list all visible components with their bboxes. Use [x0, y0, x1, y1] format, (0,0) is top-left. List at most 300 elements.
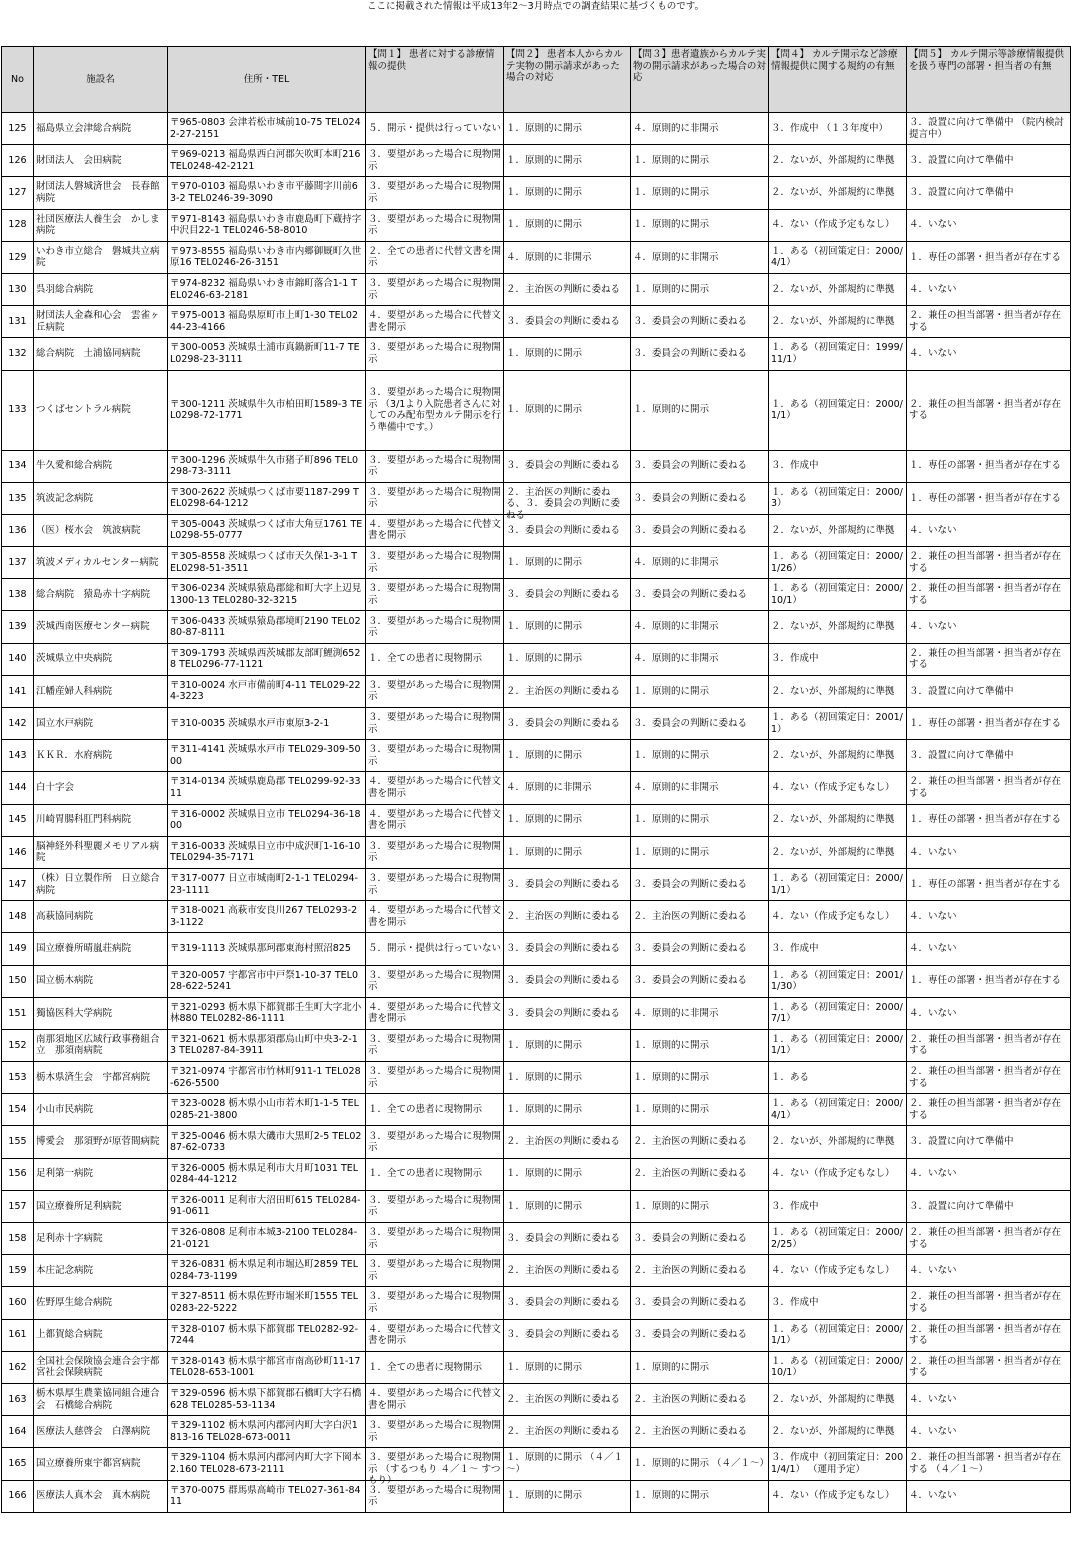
- table-row: [2, 177, 1071, 209]
- cell-q1-text: １．全ての患者に現物開示: [368, 1361, 483, 1373]
- cell-no-text: 154: [8, 1104, 27, 1116]
- cell-q5: [907, 836, 1071, 868]
- cell-no: [2, 997, 34, 1029]
- cell-facility-name: [34, 708, 168, 740]
- cell-facility-name: [34, 1319, 168, 1351]
- cell-q1: [366, 1383, 504, 1415]
- cell-q3-text: ３．委員会の判断に委ねる: [633, 878, 748, 890]
- cell-address-tel-text: 〒300-1296 茨城県牛久市猪子町896 TEL0298-73-3111: [170, 454, 359, 478]
- cell-address-tel: [168, 1448, 366, 1480]
- cell-q4: [769, 836, 907, 868]
- cell-q4-text: １．ある（初回策定日：2000/10/1）: [771, 583, 903, 606]
- cell-q5: [907, 579, 1071, 611]
- cell-no: [2, 547, 34, 579]
- table-row: [2, 1480, 1071, 1512]
- cell-address-tel-text: 〒316-0033 茨城県日立市中成沢町1-16-10 TEL0294-35-7171: [170, 840, 361, 864]
- header-address-tel: 住所・TEL: [168, 47, 366, 113]
- cell-address-tel: [168, 450, 366, 482]
- cell-q4-text: １．ある（初回策定日：2000/1/1）: [771, 398, 903, 421]
- cell-q1-text: ４．要望があった場合に代替文書を開示: [368, 776, 501, 799]
- cell-q2-text: ２．主治医の判断に委ねる: [506, 910, 621, 922]
- cell-no: [2, 1448, 34, 1480]
- cell-facility-name: [34, 1029, 168, 1061]
- cell-q4: [769, 1448, 907, 1480]
- cell-facility-name: [34, 1448, 168, 1480]
- cell-facility-name: [34, 1223, 168, 1255]
- table-row: [2, 1255, 1071, 1287]
- cell-no-text: 165: [8, 1458, 27, 1470]
- cell-address-tel: [168, 241, 366, 273]
- cell-q4-text: ４．ない（作成予定もなし）: [771, 1490, 895, 1502]
- cell-q2-text: １．原則的に開示: [506, 1168, 583, 1180]
- cell-q2-text: １．原則的に開示: [506, 846, 583, 858]
- cell-facility-name: [34, 675, 168, 707]
- cell-q4: [769, 1255, 907, 1287]
- cell-address-tel: [168, 113, 366, 145]
- cell-q4-text: １．ある（初回策定日：2000/1/1）: [771, 1033, 903, 1057]
- cell-q3: [631, 1416, 769, 1448]
- cell-q3: [631, 338, 769, 370]
- cell-q2-text: ２．主治医の判断に委ねる、３．委員会の判断に委ねる: [506, 486, 621, 521]
- cell-q4: [769, 1223, 907, 1255]
- cell-q4-text: １．ある（初回策定日：2000/1/26）: [771, 551, 903, 574]
- cell-no-text: 138: [8, 589, 27, 601]
- cell-q3: [631, 1094, 769, 1126]
- cell-address-tel-text: 〒326-0011 足利市大沼田町615 TEL0284-91-0611: [170, 1194, 361, 1218]
- cell-q3-text: ３．委員会の判断に委ねる: [633, 975, 748, 987]
- cell-q3-text: ２．主治医の判断に委ねる: [633, 1168, 748, 1180]
- cell-q5: [907, 611, 1071, 643]
- cell-q2-text: ３．委員会の判断に委ねる: [506, 460, 621, 472]
- cell-q4: [769, 113, 907, 145]
- cell-address-tel: [168, 997, 366, 1029]
- cell-q4: [769, 177, 907, 209]
- cell-q2: [504, 868, 631, 900]
- cell-facility-name: [34, 1190, 168, 1222]
- cell-facility-name: [34, 1480, 168, 1512]
- cell-q1-text: ３．要望があった場合に現物開示: [368, 969, 501, 993]
- cell-facility-name-text: いわき市立総合 磐城共立病院: [36, 245, 160, 269]
- cell-address-tel: [168, 547, 366, 579]
- cell-q5: [907, 868, 1071, 900]
- cell-address-tel: [168, 1126, 366, 1158]
- cell-q5-text: ３．設置に向けて準備中: [909, 187, 1014, 199]
- cell-q3: [631, 1319, 769, 1351]
- cell-q3-text: １．原則的に開示: [633, 1490, 710, 1502]
- cell-q4-text: ２．ないが、外部規約に準拠: [771, 621, 895, 633]
- cell-q5-text: ２．兼任の担当部署・担当者が存在する: [909, 1227, 1062, 1250]
- cell-q4-text: １．ある（初回策定日：2000/4/1）: [771, 245, 903, 269]
- cell-address-tel: [168, 1287, 366, 1319]
- cell-q2: [504, 1158, 631, 1190]
- cell-q3-text: ２．主治医の判断に委ねる: [633, 910, 748, 922]
- table-row: [2, 1351, 1071, 1383]
- cell-q1: [366, 1448, 504, 1487]
- cell-facility-name-text: 足利赤十字病院: [36, 1232, 103, 1244]
- cell-facility-name-text: 筑波記念病院: [36, 492, 94, 504]
- cell-facility-name-text: 佐野厚生総合病院: [36, 1297, 113, 1309]
- cell-q3: [631, 1190, 769, 1222]
- cell-q2: [504, 1287, 631, 1319]
- header-q1: 【問１】 患者に対する診療情報の提供: [366, 47, 504, 113]
- cell-q4: [769, 450, 907, 482]
- cell-q5-text: １．専任の部署・担当者が存在する: [909, 251, 1062, 263]
- cell-q4: [769, 209, 907, 241]
- cell-address-tel: [168, 1383, 366, 1415]
- cell-no-text: 146: [8, 846, 27, 858]
- cell-q3-text: ２．主治医の判断に委ねる: [633, 1393, 748, 1405]
- cell-address-tel-text: 〒329-1102 栃木県河内郡河内町大字白沢1813-16 TEL028-673-0011: [170, 1420, 358, 1443]
- cell-address-tel-text: 〒316-0002 茨城県日立市 TEL0294-36-1800: [170, 808, 361, 832]
- cell-q1: [366, 338, 504, 370]
- cell-facility-name: [34, 901, 168, 933]
- cell-no-text: 160: [8, 1297, 27, 1309]
- cell-no: [2, 209, 34, 241]
- cell-q5-text: １．専任の部署・担当者が存在する: [909, 460, 1062, 472]
- table-row: [2, 113, 1071, 145]
- cell-q2: [504, 772, 631, 804]
- cell-q3-text: ３．委員会の判断に委ねる: [633, 492, 748, 504]
- cell-q2-text: １．原則的に開示: [506, 404, 583, 416]
- cell-q5-text: １．専任の部署・担当者が存在する: [909, 878, 1062, 890]
- cell-q3-text: ４．原則的に非開示: [633, 621, 719, 633]
- cell-q1: [366, 482, 504, 514]
- cell-address-tel: [168, 965, 366, 997]
- cell-q3-text: ３．委員会の判断に委ねる: [633, 1232, 748, 1244]
- cell-q4: [769, 643, 907, 675]
- cell-q3: [631, 804, 769, 836]
- cell-no-text: 147: [8, 878, 27, 890]
- cell-address-tel: [168, 933, 366, 965]
- cell-q1: [366, 1126, 504, 1158]
- cell-address-tel-text: 〒314-0134 茨城県鹿島郡 TEL0299-92-3311: [170, 776, 361, 799]
- table-row: [2, 868, 1071, 900]
- cell-q1-text: ３．要望があった場合に現物開示: [368, 1227, 501, 1250]
- cell-q3: [631, 868, 769, 900]
- survey-note: ここに掲載された情報は平成13年2～3月時点での調査結果に基づくものです。: [367, 1, 704, 12]
- cell-q5: [907, 273, 1071, 305]
- cell-facility-name: [34, 547, 168, 579]
- cell-address-tel: [168, 740, 366, 772]
- cell-q4-text: ３．作成中（初回策定日：2001/4/1） （運用予定）: [771, 1452, 904, 1475]
- cell-q4: [769, 1383, 907, 1415]
- cell-q5-text: １．専任の部署・担当者が存在する: [909, 975, 1062, 987]
- cell-q3-text: ２．主治医の判断に委ねる: [633, 1136, 748, 1148]
- cell-no: [2, 1190, 34, 1222]
- cell-facility-name-text: 江幡産婦人科病院: [36, 685, 113, 697]
- cell-facility-name: [34, 1351, 168, 1383]
- cell-facility-name: [34, 804, 168, 836]
- cell-q4-text: ２．ないが、外部規約に準拠: [771, 187, 895, 199]
- cell-no: [2, 1029, 34, 1061]
- cell-no-text: 141: [8, 685, 27, 697]
- cell-address-tel-text: 〒310-0035 茨城県水戸市東原3-2-1: [170, 717, 330, 729]
- cell-q1-text: ４．要望があった場合に代替文書を開示: [368, 518, 501, 542]
- cell-q4: [769, 514, 907, 546]
- cell-q5-text: ４．いない: [909, 524, 957, 536]
- cell-q1: [366, 1416, 504, 1448]
- cell-q2: [504, 450, 631, 482]
- cell-q5-text: ２．兼任の担当部署・担当者が存在する: [909, 398, 1062, 421]
- cell-q4: [769, 1351, 907, 1383]
- cell-no-text: 143: [8, 750, 27, 762]
- cell-q4-text: ２．ないが、外部規約に準拠: [771, 1425, 895, 1437]
- cell-q4-text: １．ある（初回策定日：2001/1/30）: [771, 969, 903, 993]
- cell-q2-text: ３．委員会の判断に委ねる: [506, 1232, 621, 1244]
- cell-q2: [504, 611, 631, 643]
- cell-address-tel: [168, 1062, 366, 1094]
- cell-no: [2, 177, 34, 209]
- cell-facility-name-text: 筑波メディカルセンター病院: [36, 556, 159, 568]
- table-row: [2, 1319, 1071, 1351]
- cell-address-tel: [168, 1480, 366, 1512]
- cell-q3-text: １．原則的に開示 （４／１～）: [633, 1458, 770, 1470]
- cell-q1: [366, 997, 504, 1029]
- cell-q4-text: ２．ないが、外部規約に準拠: [771, 1136, 895, 1148]
- cell-facility-name-text: 国立療養所晴嵐荘病院: [36, 943, 132, 955]
- cell-address-tel-text: 〒306-0234 茨城県猿島郡総和町大字上辺見1300-13 TEL0280-32-3215: [170, 583, 362, 606]
- cell-q1-text: ３．要望があった場合に現物開示: [368, 1066, 501, 1089]
- cell-q5-text: ３．設置に向けて準備中: [909, 155, 1014, 167]
- cell-q1-text: ３．要望があった場合に現物開示: [368, 486, 501, 510]
- cell-address-tel: [168, 1029, 366, 1061]
- cell-q3: [631, 547, 769, 579]
- cell-q2-text: ３．委員会の判断に委ねる: [506, 878, 621, 890]
- cell-facility-name: [34, 273, 168, 305]
- cell-q5-text: ４．いない: [909, 1265, 957, 1277]
- cell-q5-text: ４．いない: [909, 846, 957, 858]
- cell-q3-text: ３．委員会の判断に委ねる: [633, 315, 748, 327]
- cell-q3: [631, 1448, 769, 1480]
- cell-no-text: 161: [8, 1329, 27, 1341]
- cell-q3-text: ３．委員会の判断に委ねる: [633, 460, 748, 472]
- cell-q3: [631, 1255, 769, 1287]
- cell-q1: [366, 836, 504, 868]
- cell-q2-text: ３．委員会の判断に委ねる: [506, 1297, 621, 1309]
- cell-q1: [366, 643, 504, 675]
- cell-q5-text: ３．設置に向けて準備中: [909, 1200, 1014, 1212]
- cell-q2: [504, 177, 631, 209]
- cell-q4: [769, 338, 907, 370]
- cell-q1-text: １．全ての患者に現物開示: [368, 653, 483, 665]
- cell-q2-text: １．原則的に開示: [506, 1490, 583, 1502]
- cell-no-text: 162: [8, 1361, 27, 1373]
- cell-q4: [769, 868, 907, 900]
- cell-q5: [907, 997, 1071, 1029]
- cell-q5: [907, 1255, 1071, 1287]
- cell-q1: [366, 306, 504, 338]
- cell-q2: [504, 273, 631, 305]
- cell-q1-text: ３．要望があった場合に現物開示: [368, 1194, 501, 1218]
- cell-address-tel-text: 〒300-0053 茨城県土浦市真鍋新町11-7 TEL0298-23-3111: [170, 342, 360, 365]
- cell-q4: [769, 965, 907, 997]
- cell-q4: [769, 611, 907, 643]
- cell-q3-text: １．原則的に開示: [633, 155, 710, 167]
- cell-q5: [907, 547, 1071, 579]
- cell-address-tel: [168, 514, 366, 546]
- cell-no-text: 156: [8, 1168, 27, 1180]
- cell-address-tel: [168, 643, 366, 675]
- cell-q4-text: ３．作成中: [771, 1297, 819, 1309]
- cell-no-text: 148: [8, 910, 27, 922]
- cell-q2-text: １．原則的に開示: [506, 155, 583, 167]
- cell-q2-text: ３．委員会の判断に委ねる: [506, 975, 621, 987]
- cell-no-text: 152: [8, 1039, 27, 1051]
- cell-q4: [769, 1062, 907, 1094]
- cell-q1: [366, 514, 504, 546]
- cell-no-text: 155: [8, 1136, 27, 1148]
- cell-q2-text: １．原則的に開示: [506, 1200, 583, 1212]
- header-facility-name: 施設名: [34, 47, 168, 113]
- cell-q2-text: ２．主治医の判断に委ねる: [506, 685, 621, 697]
- cell-no-text: 136: [8, 524, 27, 536]
- cell-q3: [631, 901, 769, 933]
- table-row: [2, 370, 1071, 450]
- cell-no-text: 151: [8, 1007, 27, 1019]
- table-row: [2, 1287, 1071, 1319]
- table-row: [2, 772, 1071, 804]
- cell-q2: [504, 997, 631, 1029]
- cell-address-tel: [168, 1190, 366, 1222]
- table-row: [2, 965, 1071, 997]
- cell-q5-text: ４．いない: [909, 1393, 957, 1405]
- cell-address-tel-text: 〒970-0103 福島県いわき市平藤間字川前63-2 TEL0246-39-3090: [170, 181, 358, 204]
- cell-q2-text: ２．主治医の判断に委ねる: [506, 283, 621, 295]
- cell-q2: [504, 579, 631, 611]
- cell-address-tel: [168, 1351, 366, 1383]
- cell-address-tel-text: 〒320-0057 宇都宮市中戸祭1-10-37 TEL028-622-5241: [170, 969, 358, 993]
- cell-q1-text: ３．要望があった場合に現物開示: [368, 744, 501, 767]
- table-row: [2, 241, 1071, 273]
- cell-q2: [504, 1319, 631, 1351]
- cell-q4: [769, 804, 907, 836]
- cell-facility-name-text: 国立療養所東宇都宮病院: [36, 1458, 141, 1470]
- header-q2: 【問２】 患者本人からカルテ実物の開示請求があった場合の対応: [504, 47, 631, 113]
- cell-q3-text: ３．委員会の判断に委ねる: [633, 589, 748, 601]
- cell-q4: [769, 1126, 907, 1158]
- cell-q2: [504, 965, 631, 997]
- cell-q2: [504, 370, 631, 450]
- cell-address-tel-text: 〒311-4141 茨城県水戸市 TEL029-309-5000: [170, 744, 361, 767]
- cell-q5: [907, 209, 1071, 241]
- cell-q2-text: ２．主治医の判断に委ねる: [506, 1425, 621, 1437]
- cell-q1-text: ４．要望があった場合に代替文書を開示: [368, 310, 501, 333]
- cell-q4: [769, 933, 907, 965]
- cell-q2: [504, 145, 631, 177]
- cell-q2-text: ２．主治医の判断に委ねる: [506, 1136, 621, 1148]
- cell-q3-text: ２．主治医の判断に委ねる: [633, 1265, 748, 1277]
- cell-no: [2, 338, 34, 370]
- table-row: [2, 547, 1071, 579]
- cell-address-tel-text: 〒328-0107 栃木県下都賀郡 TEL0282-92-7244: [170, 1323, 358, 1347]
- cell-q4-text: ２．ないが、外部規約に準拠: [771, 155, 895, 167]
- cell-q3: [631, 209, 769, 241]
- cell-no-text: 163: [8, 1393, 27, 1405]
- cell-facility-name: [34, 933, 168, 965]
- cell-q1: [366, 1094, 504, 1126]
- cell-q3: [631, 611, 769, 643]
- cell-q3: [631, 482, 769, 514]
- cell-q5: [907, 1223, 1071, 1255]
- cell-q3: [631, 370, 769, 450]
- cell-q3: [631, 113, 769, 145]
- cell-address-tel-text: 〒329-0596 栃木県下都賀郡石橋町大字石橋628 TEL0285-53-1134: [170, 1388, 362, 1411]
- cell-q5: [907, 1351, 1071, 1383]
- cell-q5: [907, 643, 1071, 675]
- cell-q3: [631, 1029, 769, 1061]
- table-body: [2, 113, 1071, 1513]
- cell-q5: [907, 338, 1071, 370]
- cell-q5-text: ３．設置に向けて準備中: [909, 750, 1014, 762]
- cell-q5-text: ４．いない: [909, 621, 957, 633]
- cell-facility-name: [34, 965, 168, 997]
- cell-q3: [631, 772, 769, 804]
- cell-no: [2, 1319, 34, 1351]
- cell-facility-name-text: （医）桜水会 筑波病院: [36, 524, 141, 536]
- cell-q4: [769, 579, 907, 611]
- cell-q2: [504, 1448, 631, 1480]
- cell-q3-text: ３．委員会の判断に委ねる: [633, 1297, 748, 1309]
- cell-facility-name-text: 牛久愛和総合病院: [36, 460, 113, 472]
- cell-facility-name-text: 医療法人慈啓会 白澤病院: [36, 1425, 151, 1437]
- cell-facility-name-text: 福島県立会津総合病院: [36, 122, 132, 134]
- cell-q3-text: １．原則的に開示: [633, 814, 710, 826]
- cell-q4-text: ２．ないが、外部規約に準拠: [771, 1393, 895, 1405]
- cell-address-tel-text: 〒326-0808 足利市本城3-2100 TEL0284-21-0121: [170, 1227, 358, 1250]
- cell-q1-text: ３．要望があった場合に現物開示: [368, 1130, 501, 1154]
- cell-facility-name: [34, 338, 168, 370]
- cell-q5: [907, 1287, 1071, 1319]
- table-row: [2, 1062, 1071, 1094]
- cell-q2-text: ３．委員会の判断に委ねる: [506, 1329, 621, 1341]
- cell-q5-text: ２．兼任の担当部署・担当者が存在する: [909, 776, 1062, 799]
- table-row: [2, 1094, 1071, 1126]
- cell-q2-text: ３．委員会の判断に委ねる: [506, 943, 621, 955]
- cell-facility-name: [34, 1287, 168, 1319]
- cell-address-tel-text: 〒327-8511 栃木県佐野市堀米町1555 TEL0283-22-5222: [170, 1291, 359, 1314]
- cell-address-tel: [168, 145, 366, 177]
- cell-q4-text: ３．作成中 （１３年度中）: [771, 122, 889, 134]
- cell-q1-text: ３．要望があった場合に現物開示: [368, 278, 501, 301]
- cell-address-tel-text: 〒317-0077 日立市城南町2-1-1 TEL0294-23-1111: [170, 873, 358, 896]
- cell-facility-name-text: 茨城西南医療センター病院: [36, 621, 150, 633]
- cell-no-text: 158: [8, 1232, 27, 1244]
- cell-q5: [907, 113, 1071, 145]
- cell-no: [2, 804, 34, 836]
- cell-facility-name-text: 全国社会保険協会連合会宇都宮社会保険病院: [36, 1355, 160, 1379]
- cell-facility-name-text: 国立栃木病院: [36, 975, 94, 987]
- cell-address-tel: [168, 1255, 366, 1287]
- cell-q1: [366, 370, 504, 450]
- cell-facility-name: [34, 1062, 168, 1094]
- cell-facility-name: [34, 177, 168, 209]
- cell-q5: [907, 675, 1071, 707]
- cell-q4-text: １．ある: [771, 1071, 810, 1083]
- cell-q4-text: ３．作成中: [771, 1200, 819, 1212]
- cell-q5-text: ２．兼任の担当部署・担当者が存在する （４／１～）: [909, 1452, 1062, 1475]
- cell-facility-name: [34, 370, 168, 450]
- cell-q2: [504, 836, 631, 868]
- cell-q5-text: ２．兼任の担当部署・担当者が存在する: [909, 647, 1062, 671]
- cell-q5: [907, 306, 1071, 338]
- table-row: [2, 1126, 1071, 1158]
- cell-no: [2, 933, 34, 965]
- cell-address-tel: [168, 1158, 366, 1190]
- cell-no-text: 134: [8, 460, 27, 472]
- cell-address-tel: [168, 1094, 366, 1126]
- cell-q1-text: ３．要望があった場合に現物開示: [368, 1420, 501, 1443]
- cell-q2: [504, 643, 631, 675]
